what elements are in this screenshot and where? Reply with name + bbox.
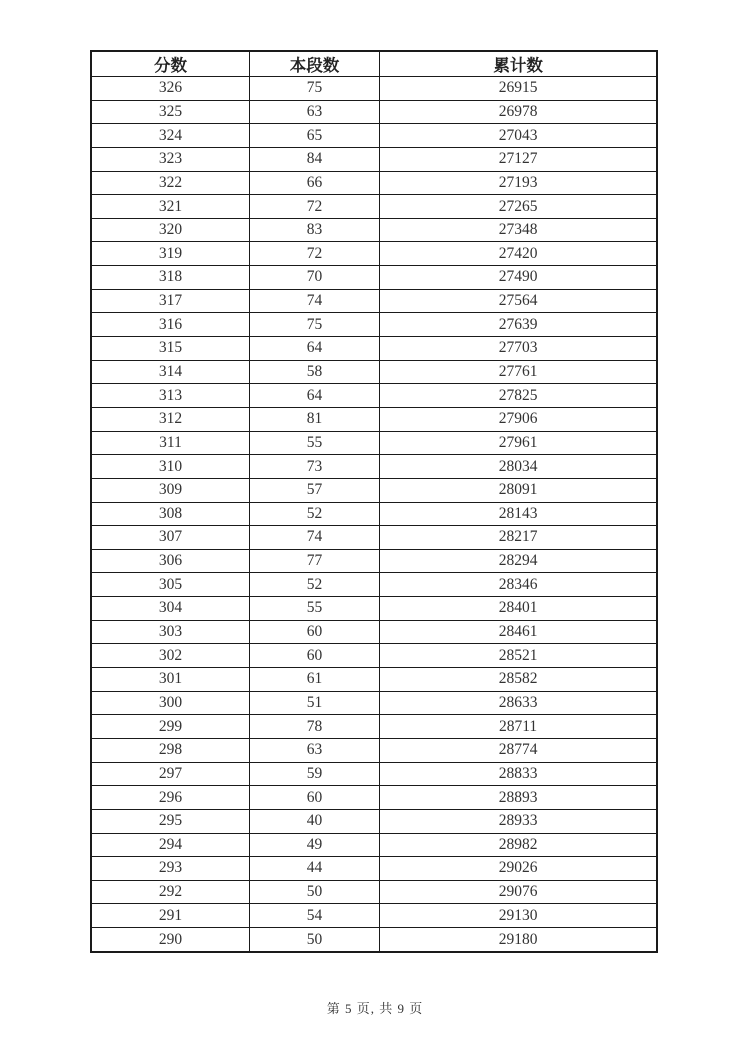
table-cell: 28461: [380, 620, 657, 644]
table-cell: 27639: [380, 313, 657, 337]
table-row: [91, 171, 657, 195]
table-row: [91, 904, 657, 928]
table-cell: 292: [91, 880, 249, 904]
table-cell: 55: [249, 431, 379, 455]
table-cell: 52: [249, 573, 379, 597]
table-cell: 63: [249, 738, 379, 762]
page-number-footer: 第 5 页, 共 9 页: [326, 1001, 424, 1016]
table-cell: 28143: [380, 502, 657, 526]
table-row: [91, 880, 657, 904]
table-row: [91, 360, 657, 384]
table-cell: 27420: [380, 242, 657, 266]
table-cell: 54: [249, 904, 379, 928]
table-cell: 58: [249, 360, 379, 384]
table-cell: 28217: [380, 526, 657, 550]
table-cell: 57: [249, 478, 379, 502]
table-row: [91, 218, 657, 242]
table-cell: 298: [91, 738, 249, 762]
table-cell: 81: [249, 407, 379, 431]
column-header-cumulative-count: 累计数: [380, 51, 657, 77]
table-row: [91, 786, 657, 810]
table-cell: 28774: [380, 738, 657, 762]
table-row: [91, 857, 657, 881]
table-row: [91, 597, 657, 621]
table-cell: 26978: [380, 100, 657, 124]
table-cell: 52: [249, 502, 379, 526]
table-cell: 294: [91, 833, 249, 857]
table-cell: 27825: [380, 384, 657, 408]
table-cell: 324: [91, 124, 249, 148]
table-cell: 59: [249, 762, 379, 786]
table-row: [91, 77, 657, 101]
table-cell: 28091: [380, 478, 657, 502]
table-cell: 311: [91, 431, 249, 455]
table-row: [91, 620, 657, 644]
table-header-row: [91, 51, 657, 77]
table-row: [91, 715, 657, 739]
table-cell: 313: [91, 384, 249, 408]
table-row: [91, 431, 657, 455]
table-row: [91, 762, 657, 786]
table-cell: 84: [249, 147, 379, 171]
table-cell: 317: [91, 289, 249, 313]
table-cell: 63: [249, 100, 379, 124]
table-cell: 291: [91, 904, 249, 928]
table-row: [91, 242, 657, 266]
table-cell: 77: [249, 549, 379, 573]
table-cell: 64: [249, 384, 379, 408]
table-row: [91, 195, 657, 219]
table-cell: 72: [249, 195, 379, 219]
table-cell: 302: [91, 644, 249, 668]
table-row: [91, 573, 657, 597]
table-cell: 321: [91, 195, 249, 219]
table-cell: 27265: [380, 195, 657, 219]
table-cell: 28633: [380, 691, 657, 715]
table-cell: 295: [91, 809, 249, 833]
table-cell: 315: [91, 337, 249, 361]
table-cell: 312: [91, 407, 249, 431]
table-cell: 308: [91, 502, 249, 526]
table-cell: 50: [249, 880, 379, 904]
table-cell: 299: [91, 715, 249, 739]
table-cell: 65: [249, 124, 379, 148]
table-cell: 301: [91, 668, 249, 692]
table-cell: 74: [249, 289, 379, 313]
table-row: [91, 691, 657, 715]
table-row: [91, 526, 657, 550]
table-cell: 75: [249, 313, 379, 337]
table-cell: 27348: [380, 218, 657, 242]
table-cell: 319: [91, 242, 249, 266]
table-cell: 306: [91, 549, 249, 573]
table-cell: 28034: [380, 455, 657, 479]
table-cell: 304: [91, 597, 249, 621]
table-cell: 293: [91, 857, 249, 881]
table-cell: 26915: [380, 77, 657, 101]
table-cell: 28833: [380, 762, 657, 786]
table-row: [91, 100, 657, 124]
column-header-score: 分数: [91, 51, 249, 77]
table-cell: 318: [91, 266, 249, 290]
table-cell: 29180: [380, 928, 657, 952]
table-cell: 296: [91, 786, 249, 810]
table-row: [91, 313, 657, 337]
table-cell: 27961: [380, 431, 657, 455]
table-cell: 75: [249, 77, 379, 101]
table-cell: 29026: [380, 857, 657, 881]
table-cell: 323: [91, 147, 249, 171]
table-row: [91, 337, 657, 361]
table-row: [91, 455, 657, 479]
table-row: [91, 124, 657, 148]
table-cell: 74: [249, 526, 379, 550]
table-cell: 320: [91, 218, 249, 242]
score-distribution-table: [90, 50, 658, 953]
table-cell: 28294: [380, 549, 657, 573]
table-header: [91, 51, 657, 77]
table-cell: 49: [249, 833, 379, 857]
table-row: [91, 384, 657, 408]
table-cell: 50: [249, 928, 379, 952]
table-cell: 64: [249, 337, 379, 361]
table-cell: 322: [91, 171, 249, 195]
table-cell: 326: [91, 77, 249, 101]
table-cell: 28582: [380, 668, 657, 692]
table-cell: 51: [249, 691, 379, 715]
table-row: [91, 738, 657, 762]
table-cell: 28401: [380, 597, 657, 621]
table-cell: 28711: [380, 715, 657, 739]
table-cell: 29130: [380, 904, 657, 928]
table-cell: 309: [91, 478, 249, 502]
table-cell: 83: [249, 218, 379, 242]
table-row: [91, 928, 657, 952]
table-row: [91, 147, 657, 171]
table-row: [91, 549, 657, 573]
table-row: [91, 668, 657, 692]
table-cell: 290: [91, 928, 249, 952]
table-cell: 28893: [380, 786, 657, 810]
table-cell: 27761: [380, 360, 657, 384]
table-cell: 61: [249, 668, 379, 692]
table-cell: 29076: [380, 880, 657, 904]
table-cell: 314: [91, 360, 249, 384]
table-cell: 70: [249, 266, 379, 290]
table-cell: 297: [91, 762, 249, 786]
table-cell: 27564: [380, 289, 657, 313]
column-header-segment-count: 本段数: [249, 51, 379, 77]
table-row: [91, 809, 657, 833]
table-cell: 28982: [380, 833, 657, 857]
table-cell: 66: [249, 171, 379, 195]
table-row: [91, 289, 657, 313]
table-cell: 73: [249, 455, 379, 479]
table-cell: 27043: [380, 124, 657, 148]
table-row: [91, 833, 657, 857]
table-cell: 44: [249, 857, 379, 881]
table-cell: 303: [91, 620, 249, 644]
table-cell: 60: [249, 786, 379, 810]
table-cell: 60: [249, 620, 379, 644]
table-cell: 60: [249, 644, 379, 668]
table-cell: 300: [91, 691, 249, 715]
table-cell: 316: [91, 313, 249, 337]
table-cell: 27703: [380, 337, 657, 361]
table-cell: 27193: [380, 171, 657, 195]
table-cell: 325: [91, 100, 249, 124]
table-row: [91, 502, 657, 526]
table-cell: 310: [91, 455, 249, 479]
table-row: [91, 644, 657, 668]
table-row: [91, 266, 657, 290]
table-row: [91, 478, 657, 502]
table-cell: 40: [249, 809, 379, 833]
table-cell: 28346: [380, 573, 657, 597]
table-row: [91, 407, 657, 431]
table-body: [91, 77, 657, 953]
table-cell: 307: [91, 526, 249, 550]
table-cell: 28521: [380, 644, 657, 668]
table-cell: 28933: [380, 809, 657, 833]
table-cell: 72: [249, 242, 379, 266]
table-cell: 55: [249, 597, 379, 621]
table-cell: 78: [249, 715, 379, 739]
table-cell: 305: [91, 573, 249, 597]
table-cell: 27490: [380, 266, 657, 290]
table-cell: 27906: [380, 407, 657, 431]
table-cell: 27127: [380, 147, 657, 171]
